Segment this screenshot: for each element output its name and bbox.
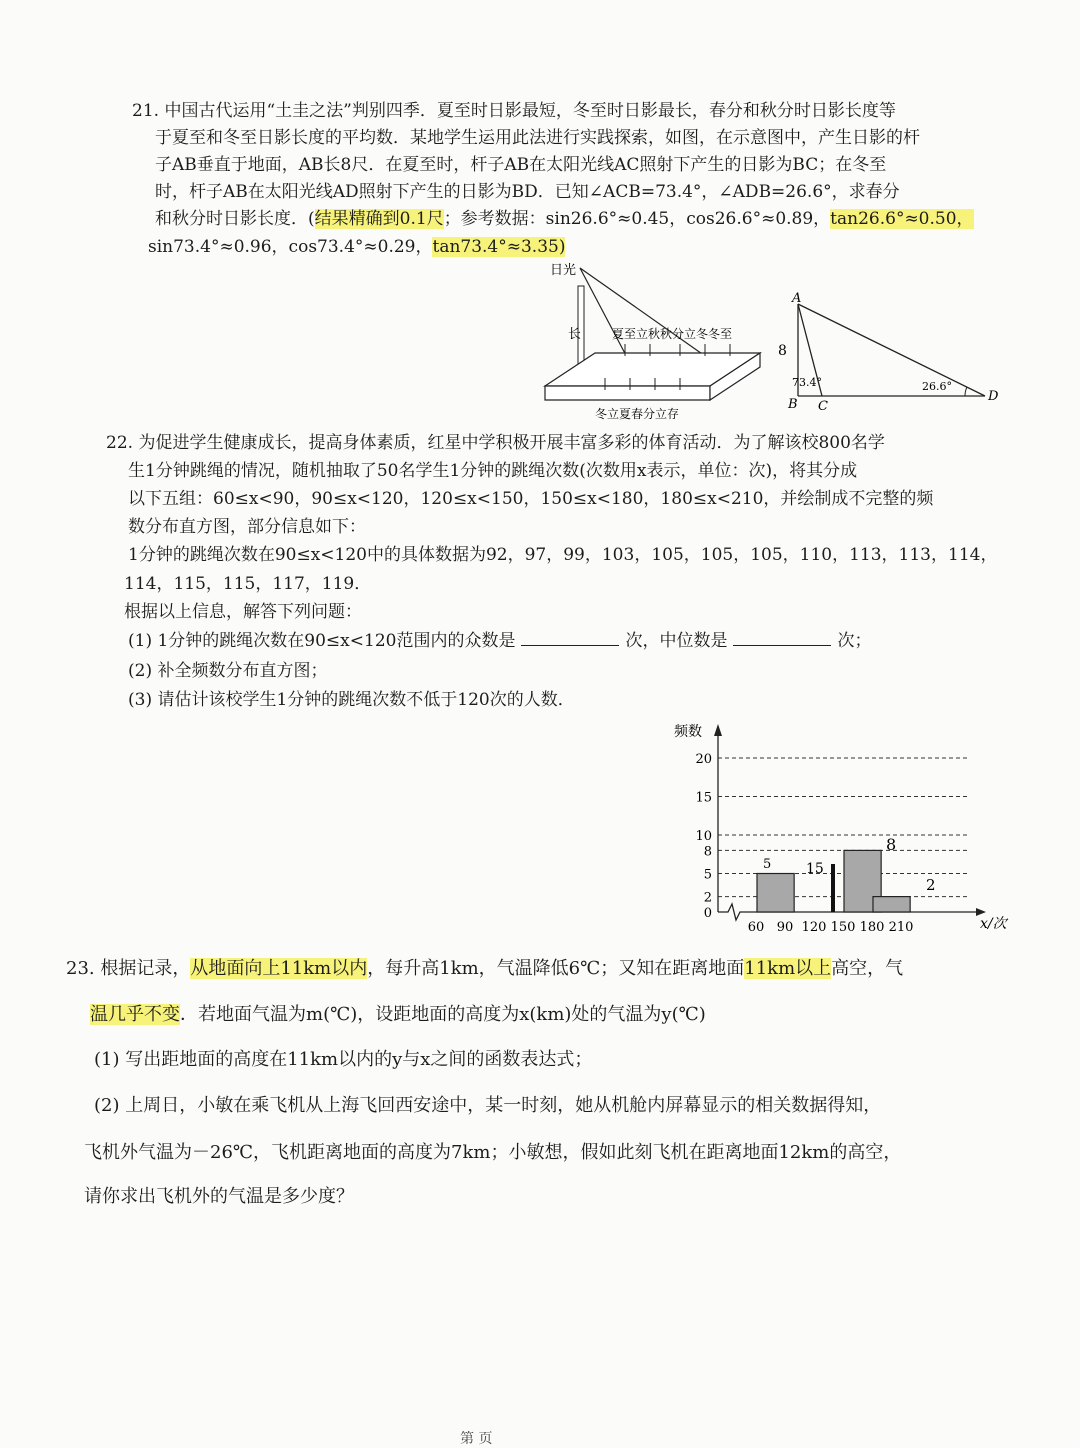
y-tick-label-15: 15: [695, 790, 712, 806]
y-axis-label: 频数: [674, 724, 702, 740]
x-axis-arrow: [976, 908, 986, 916]
y-tick-label-2: 2: [703, 890, 712, 906]
q22-line-5: 1分钟的跳绳次数在90≤x<120中的具体数据为92，97，99，103，105，105，105，110，113，113，114，: [128, 545, 998, 565]
q23-line-3: (1) 写出距地面的高度在11km以内的y与x之间的函数表达式；: [94, 1049, 593, 1070]
sub1-part-a: (1) 1分钟的跳绳次数在90≤x<120范围内的众数是: [128, 631, 516, 651]
x-tick-label-60: 60: [747, 920, 765, 935]
q22-line-4: 数分布直方图，部分信息如下：: [128, 517, 366, 537]
q23-line-2: [90, 1003, 706, 1027]
handwritten-bar-mark: [831, 864, 835, 912]
constant-temp-highlight: 温几乎不变: [90, 1004, 180, 1025]
q21-line-5: [155, 208, 974, 230]
histogram-bar-60: [757, 874, 794, 913]
above-11km-highlight: 11km以上: [744, 958, 832, 979]
x-axis-label: x/次: [980, 916, 1007, 932]
q21-line-6-a: sin73.4°≈0.96，cos73.4°≈0.29，: [148, 237, 433, 257]
sub1-part-b: 次，中位数是: [625, 631, 728, 651]
handwritten-15: 15: [806, 861, 824, 877]
y-tick-label-5: 5: [703, 867, 712, 883]
y-tick-label-0: 0: [703, 906, 712, 921]
q23-line-5: 飞机外气温为－26℃，飞机距离地面的高度为7km；小敏想，假如此刻飞机在距离地面12km的高空，: [84, 1142, 902, 1163]
point-b: B: [788, 397, 798, 412]
q22-line-7: 根据以上信息，解答下列问题：: [124, 602, 362, 622]
angle-d-label: 26.6°: [922, 380, 952, 393]
segment-ad: [798, 304, 985, 396]
y-tick-label-8: 8: [703, 844, 712, 860]
sun-ray-2: [580, 268, 630, 363]
x-tick-label-90: 90: [776, 920, 794, 935]
q21-line-3: 子AB垂直于地面，AB长8尺．在夏至时，杆子AB在太阳光线AC照射下产生的日影为BC；在冬至: [155, 155, 887, 175]
y-axis-arrow: [714, 724, 722, 736]
q22-line-2: 生1分钟跳绳的情况，随机抽取了50名学生1分钟的跳绳次数(次数用x表示，单位：次)，将其分成: [128, 461, 858, 481]
bottom-season-label: 冬立夏春分立存: [595, 407, 680, 421]
q21-line-5-b: ；参考数据：sin26.6°≈0.45，cos26.6°≈0.89，: [443, 209, 831, 229]
precision-highlight: 结果精确到0.1尺: [314, 209, 444, 229]
q22-sub-2: (2) 补全频数分布直方图；: [128, 661, 328, 681]
point-a: A: [792, 291, 802, 306]
histogram-bar-180: [873, 897, 910, 912]
q22-line-1: 22. 为促进学生健康成长，提高身体素质，红星中学积极开展丰富多彩的体育活动．为了解该校800名学: [106, 433, 885, 453]
tan734-highlight: tan73.4°≈3.35): [432, 237, 566, 257]
long-label: 长: [568, 327, 582, 342]
angle-d-arc: [965, 387, 967, 396]
q21-line-1: 21. 中国古代运用“土圭之法”判别四季．夏至时日影最短，冬至时日影最长，春分和秋分时日影长度等: [132, 101, 896, 121]
q21-line-2: 于夏至和冬至日影长度的平均数．某地学生运用此法进行实践探索，如图，在示意图中，产生日影的杆: [155, 128, 920, 148]
frequency-histogram: [668, 716, 1020, 938]
q22-line-3: 以下五组：60≤x<90，90≤x<120，120≤x<150，150≤x<180，180≤x<210，并绘制成不完整的频: [128, 489, 934, 509]
sub1-part-c: 次；: [837, 631, 872, 651]
gnomon-pole: [578, 286, 584, 366]
top-season-label: 夏至立秋秋分立冬冬至: [612, 327, 733, 341]
board-front: [545, 386, 710, 400]
angle-c-label: 73.4°: [792, 376, 822, 389]
x-tick-label-180: 180: [859, 920, 885, 935]
x-tick-label-150: 150: [830, 920, 856, 935]
q21-line-4: 时，杆子AB在太阳光线AD照射下产生的日影为BD．已知∠ACB=73.4°，∠ADB=26.6°，求春分: [155, 182, 900, 202]
q23-line-4: (2) 上周日，小敏在乘飞机从上海飞回西安途中，某一时刻，她从机舱内屏幕显示的相关数据得知，: [94, 1095, 882, 1116]
x-tick-label-120: 120: [801, 920, 827, 935]
x-tick-label-210: 210: [888, 920, 914, 935]
y-tick-label-20: 20: [695, 752, 712, 767]
q23-l1-a: 23. 根据记录，: [66, 958, 191, 979]
q23-l1-b: ，每升高1km，气温降低6℃；又知在距离地面: [367, 958, 745, 979]
page-footer: 第 页: [460, 1431, 493, 1447]
sundial-figure: [540, 258, 780, 424]
q21-line-5-a: 和秋分时日影长度．(: [155, 209, 315, 229]
point-d: D: [988, 389, 999, 404]
y-tick-label-10: 10: [695, 829, 712, 844]
q22-sub-1: [128, 630, 871, 652]
within-11km-highlight: 从地面向上11km以内: [190, 958, 368, 979]
q22-sub-3: (3) 请估计该校学生1分钟的跳绳次数不低于120次的人数．: [128, 690, 575, 710]
q23-l2-a: ．若地面气温为m(℃)，设距地面的高度为x(km)处的气温为y(℃): [180, 1004, 706, 1025]
q21-line-6: [148, 236, 565, 258]
ab-length: 8: [778, 343, 787, 359]
q22-line-6: 114，115，115，117，119．: [124, 574, 372, 594]
triangle-figure: [770, 290, 1010, 412]
q23-l1-c: 高空，气: [831, 958, 904, 979]
handwritten-2: 2: [926, 876, 936, 894]
q23-line-1: [66, 957, 903, 981]
handwritten-5: 5: [763, 857, 772, 872]
sunlight-label: 日光: [550, 263, 577, 278]
point-c: C: [818, 399, 828, 412]
tan266-highlight: tan26.6°≈0.50，: [830, 209, 974, 229]
mode-answer-blank[interactable]: [521, 631, 619, 646]
sun-ray-1: [580, 268, 715, 363]
median-answer-blank[interactable]: [733, 631, 831, 646]
q23-line-6: 请你求出飞机外的气温是多少度？: [84, 1186, 354, 1207]
handwritten-8: 8: [886, 835, 897, 854]
